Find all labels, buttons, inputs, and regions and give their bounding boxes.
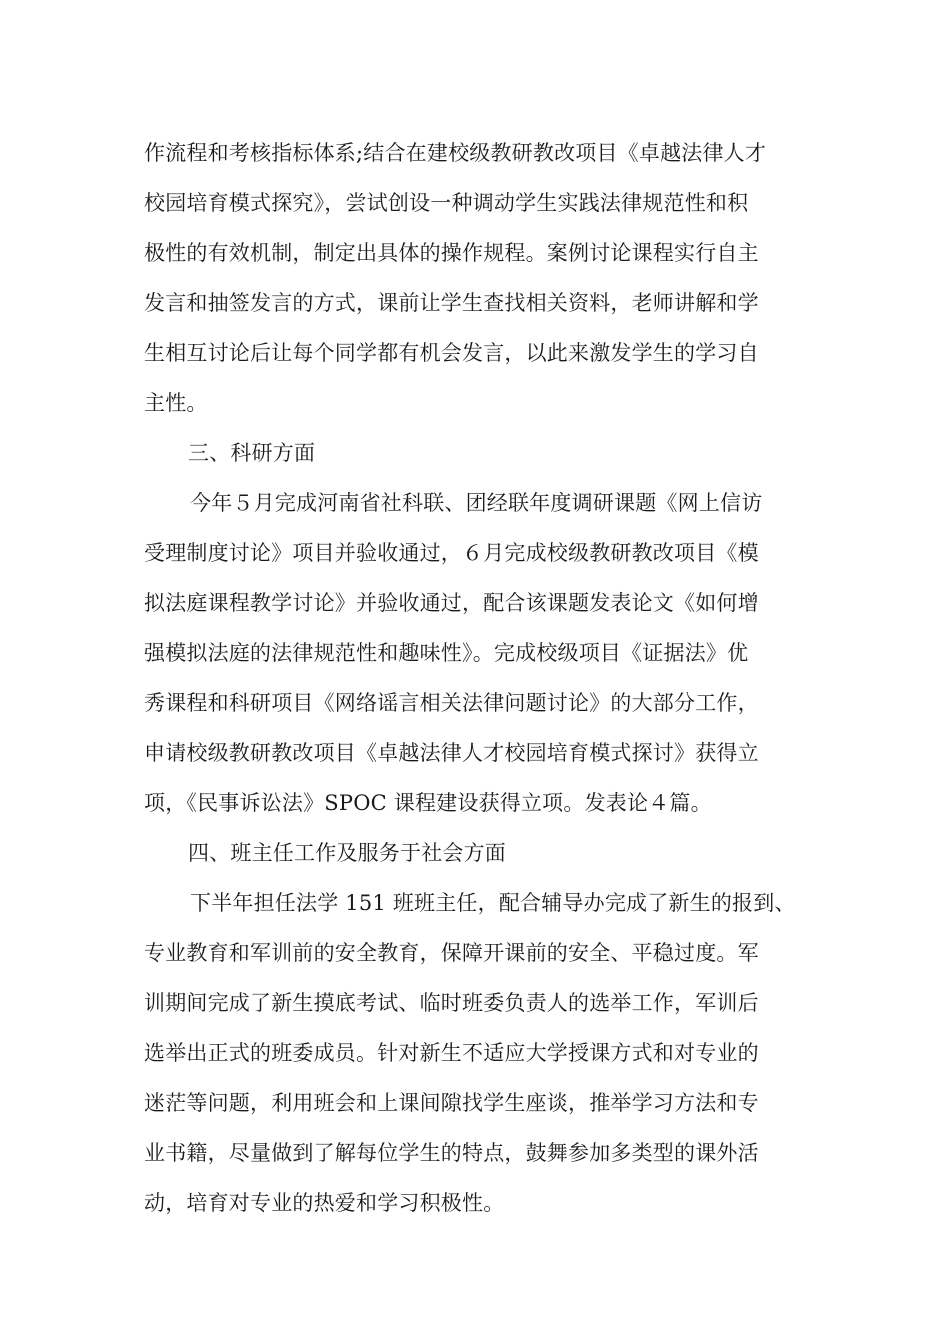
paragraph-line: 受理制度讨论》项目并验收通过，６月完成校级教研教改项目《模: [144, 541, 759, 565]
paragraph-line: 主性。: [144, 391, 208, 415]
paragraph-line: 业书籍，尽量做到了解每位学生的特点，鼓舞参加多类型的课外活: [144, 1141, 759, 1165]
paragraph-line: 申请校级教研教改项目《卓越法律人才校园培育模式探讨》获得立: [144, 741, 759, 765]
paragraph-line: 项，《民事诉讼法》SPOC 课程建设获得立项。发表论４篇。: [144, 791, 712, 815]
paragraph-line: 今年５月完成河南省社科联、团经联年度调研课题《网上信访: [190, 491, 763, 515]
paragraph-line: 强模拟法庭的法律规范性和趣味性》。完成校级项目《证据法》优: [144, 641, 749, 665]
paragraph-line: 拟法庭课程教学讨论》并验收通过，配合该课题发表论文《如何增: [144, 591, 759, 615]
paragraph-line: 生相互讨论后让每个同学都有机会发言，以此来激发学生的学习自: [144, 341, 759, 365]
paragraph-line: 下半年担任法学 151 班班主任，配合辅导办完成了新生的报到、: [190, 891, 796, 915]
paragraph-line: 训期间完成了新生摸底考试、临时班委负责人的选举工作，军训后: [144, 991, 759, 1015]
paragraph-line: 选举出正式的班委成员。针对新生不适应大学授课方式和对专业的: [144, 1041, 759, 1065]
paragraph-line: 迷茫等问题，利用班会和上课间隙找学生座谈，推举学习方法和专: [144, 1091, 759, 1115]
paragraph-line: 动，培育对专业的热爱和学习积极性。: [144, 1191, 505, 1215]
document-body: [144, 128, 816, 1228]
paragraph-line: 发言和抽签发言的方式，课前让学生查找相关资料，老师讲解和学: [144, 291, 759, 315]
paragraph-line: 秀课程和科研项目《网络谣言相关法律问题讨论》的大部分工作，: [144, 691, 759, 715]
paragraph-line: 作流程和考核指标体系;结合在建校级教研教改项目《卓越法律人才: [144, 141, 767, 165]
paragraph-line: 专业教育和军训前的安全教育，保障开课前的安全、平稳过度。军: [144, 941, 759, 965]
paragraph-line: 极性的有效机制，制定出具体的操作规程。案例讨论课程实行自主: [144, 241, 759, 265]
section-heading: 三、科研方面: [188, 441, 316, 465]
section-heading: 四、班主任工作及服务于社会方面: [188, 841, 506, 865]
paragraph-line: 校园培育模式探究》，尝试创设一种调动学生实践法律规范性和积: [144, 191, 749, 215]
